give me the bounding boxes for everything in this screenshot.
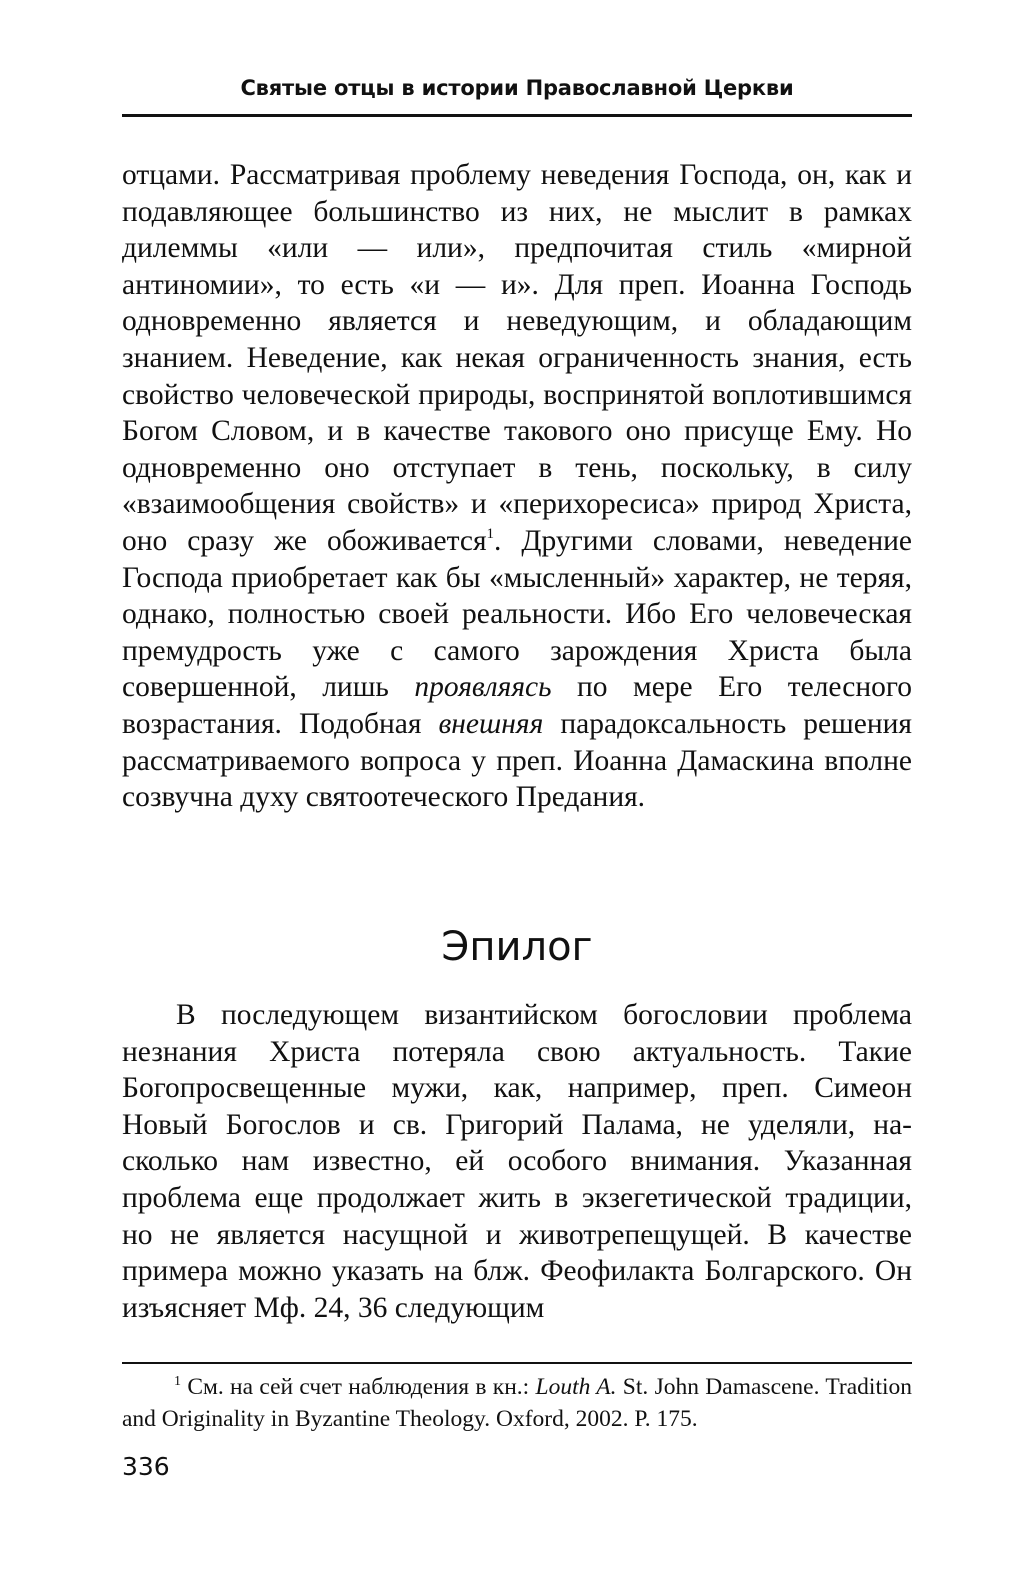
footnote-number: 1 [174, 1374, 181, 1389]
footnote-author: Louth A. [535, 1374, 617, 1400]
page-number: 336 [122, 1452, 170, 1481]
footnote-reference: 1 [486, 525, 495, 542]
section-title: Эпилог [441, 924, 593, 970]
paragraph-2: В последующем византийском богословии проблема незнания Христа потеряла свою актуальность. Такие Богопросвещенные мужи, как, например, преп. Симеон Новый Богослов и св. Григорий Палама, не уделяли, насколько нам известно, ей особого внимания. Указанная проблема еще продолжает жить в экзегетической традиции, но не является насущной и животрепещущей. В качестве примера можно указать на блж. Феофилакта Болгарского. Он изъясняет Мф. 24, 36 следующим [122, 999, 912, 1324]
italic-word-2: внешняя [438, 707, 544, 740]
footnote [122, 1371, 912, 1435]
header-rule [122, 114, 912, 117]
paragraph-1-text-b: . Другими словами, неведение Господа приобретает как бы «мысленный» характер, не теряя, однако, полностью своей реальности. Ибо Его человеческая премудрость уже с самого зарождения Христа была совершенной, лишь [122, 524, 912, 704]
footnote-rest: St. John Damascene. Tradition and Originality in Byzantine Theology. Oxford, 2002. P. 175. [122, 1374, 912, 1432]
footnote-rule [122, 1362, 912, 1364]
paragraph-1 [122, 157, 912, 816]
running-head: Святые отцы в истории Православной Церкви [240, 76, 794, 100]
paragraph-1-text-d: парадоксальность решения рассматриваемого вопроса у преп. Иоанна Дамаскина вполне созвучна духу святоотеческого Предания. [122, 707, 912, 814]
paragraph-1-text-c: по мере Его телесного возрастания. Подобная [122, 671, 912, 740]
italic-word-1: проявляясь [414, 671, 552, 704]
footnote-lead: См. на сей счет наблюдения в кн.: [181, 1374, 536, 1400]
paragraph-1-text-a: отцами. Рассматривая проблему неведения Господа, он, как и подавляющее большинство из них, не мыслит в рамках дилеммы «или — или», предпочитая стиль «мирной антиномии», то есть «и — и». Для преп. Иоанна Господь одновременно является и неведующим, и обладающим знанием. Неведение, как некая ограниченность знания, есть свойство человеческой природы, воспринятой воплотившимся Богом Словом, и в качестве такового оно присуще Ему. Но одновременно оно отступает в тень, поскольку, в силу «взаимообщения свойств» и «перихоресиса» природ Христа, оно сразу же обоживается [122, 159, 912, 557]
book-page [122, 0, 912, 1575]
